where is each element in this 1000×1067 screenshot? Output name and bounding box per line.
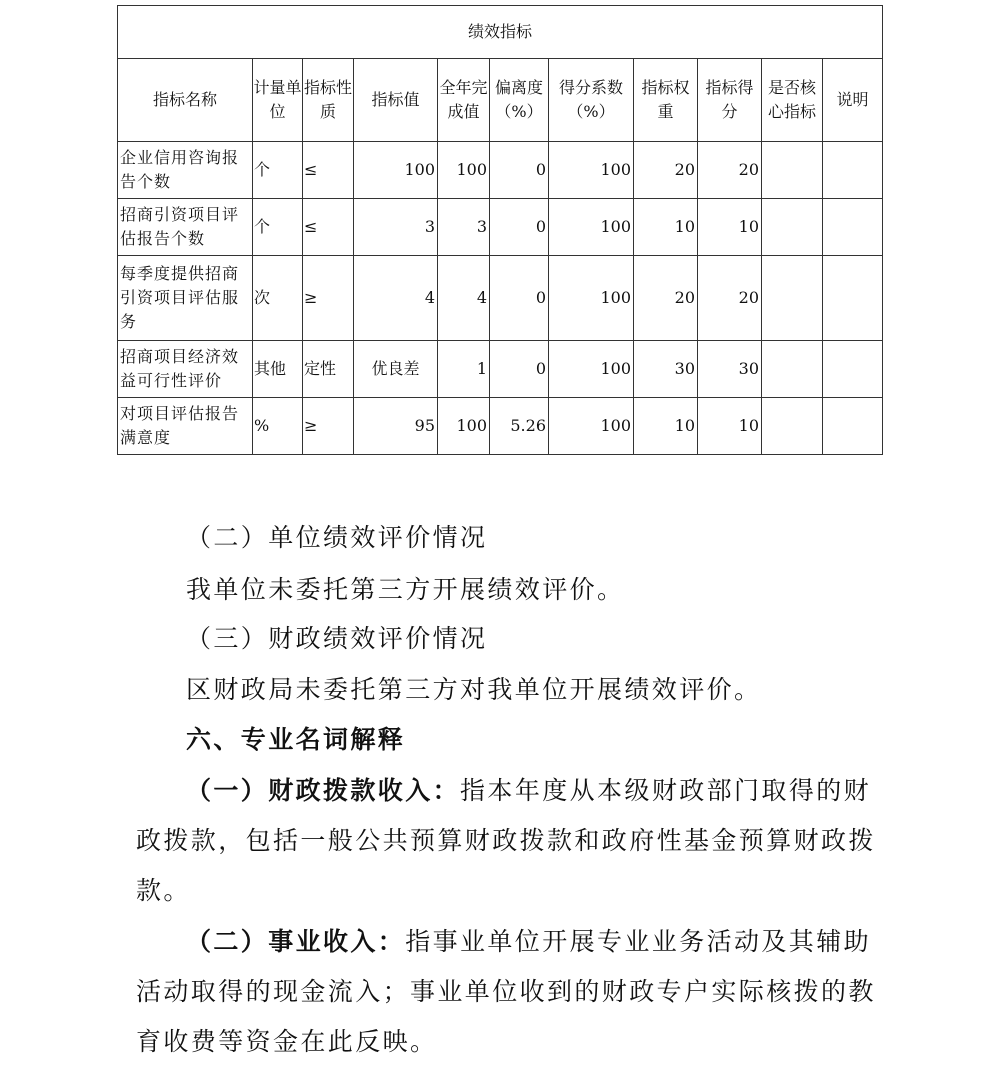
cell-core-indicator [762,199,823,256]
cell-unit: 个 [253,142,303,199]
term-1-label: （一）财政拨款收入： [186,776,461,805]
cell-unit: 次 [253,256,303,341]
cell-target-value: 3 [354,199,438,256]
cell-score: 30 [698,341,762,398]
cell-score-coefficient: 100 [549,199,634,256]
cell-indicator-name: 对项目评估报告满意度 [118,398,253,455]
cell-core-indicator [762,142,823,199]
header-note: 说明 [823,59,883,142]
term-1-paragraph [136,766,881,916]
cell-actual-value: 3 [438,199,490,256]
section-3-body: 区财政局未委托第三方对我单位开展绩效评价。 [186,675,762,704]
cell-score: 10 [698,398,762,455]
cell-score-coefficient: 100 [549,256,634,341]
term-2-label: （二）事业收入： [186,927,406,956]
header-target-value: 指标值 [354,59,438,142]
cell-score: 20 [698,142,762,199]
performance-indicator-table [117,5,883,455]
header-core-indicator: 是否核心指标 [762,59,823,142]
cell-deviation: 0 [490,256,549,341]
table-row [118,199,883,256]
header-score: 指标得分 [698,59,762,142]
cell-note [823,199,883,256]
cell-nature: ≤ [303,142,354,199]
cell-nature: 定性 [303,341,354,398]
cell-deviation: 5.26 [490,398,549,455]
cell-actual-value: 1 [438,341,490,398]
cell-nature: ≥ [303,256,354,341]
cell-unit: 个 [253,199,303,256]
cell-note [823,341,883,398]
cell-indicator-name: 每季度提供招商引资项目评估服务 [118,256,253,341]
cell-deviation: 0 [490,199,549,256]
section-2-heading: （二）单位绩效评价情况 [186,523,488,552]
table-row [118,398,883,455]
part-6-heading: 六、专业名词解释 [186,725,406,754]
cell-note [823,142,883,199]
header-indicator-name: 指标名称 [118,59,253,142]
cell-note [823,398,883,455]
cell-score: 10 [698,199,762,256]
cell-actual-value: 100 [438,398,490,455]
cell-unit: % [253,398,303,455]
header-nature: 指标性质 [303,59,354,142]
cell-score-coefficient: 100 [549,398,634,455]
cell-deviation: 0 [490,142,549,199]
header-deviation: 偏离度（%） [490,59,549,142]
section-2-body: 我单位未委托第三方开展绩效评价。 [186,575,625,604]
cell-indicator-name: 企业信用咨询报告个数 [118,142,253,199]
cell-weight: 10 [634,199,698,256]
cell-note [823,256,883,341]
term-2-paragraph [136,917,881,1067]
header-unit: 计量单位 [253,59,303,142]
cell-nature: ≤ [303,199,354,256]
cell-indicator-name: 招商引资项目评估报告个数 [118,199,253,256]
table-caption: 绩效指标 [118,6,883,59]
cell-weight: 30 [634,341,698,398]
section-3-heading: （三）财政绩效评价情况 [186,624,488,653]
cell-nature: ≥ [303,398,354,455]
table-row [118,341,883,398]
cell-core-indicator [762,256,823,341]
cell-target-value: 优良差 [354,341,438,398]
term-1-body: 指本年度从本级财政部门取得的财政拨款，包括一般公共预算财政拨款和政府性基金预算财政拨款。 [136,776,876,905]
cell-target-value: 4 [354,256,438,341]
table-row [118,142,883,199]
cell-target-value: 100 [354,142,438,199]
header-weight: 指标权重 [634,59,698,142]
cell-indicator-name: 招商项目经济效益可行性评价 [118,341,253,398]
cell-actual-value: 4 [438,256,490,341]
cell-core-indicator [762,398,823,455]
header-score-coefficient: 得分系数（%） [549,59,634,142]
cell-score-coefficient: 100 [549,142,634,199]
table-row [118,256,883,341]
cell-score-coefficient: 100 [549,341,634,398]
cell-core-indicator [762,341,823,398]
cell-weight: 20 [634,256,698,341]
cell-actual-value: 100 [438,142,490,199]
cell-deviation: 0 [490,341,549,398]
cell-weight: 10 [634,398,698,455]
cell-weight: 20 [634,142,698,199]
cell-unit: 其他 [253,341,303,398]
header-actual-value: 全年完成值 [438,59,490,142]
cell-target-value: 95 [354,398,438,455]
term-2-body: 指事业单位开展专业业务活动及其辅助活动取得的现金流入；事业单位收到的财政专户实际核拨的教育收费等资金在此反映。 [136,927,876,1056]
cell-score: 20 [698,256,762,341]
